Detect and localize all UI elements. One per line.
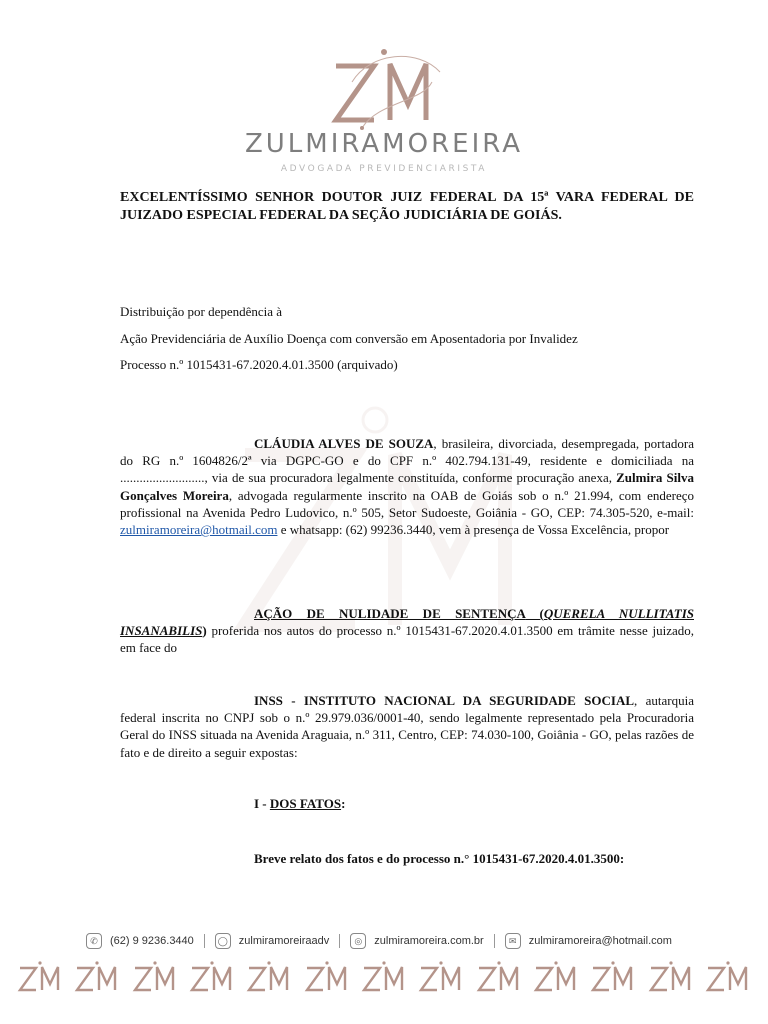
section-title: DOS FATOS bbox=[269, 796, 342, 811]
footer-email: ✉ zulmiramoreira@hotmail.com bbox=[505, 933, 672, 949]
zm-monogram-icon bbox=[530, 958, 582, 998]
lawyer-name: Zulmira Silva Gonçalves Moreira bbox=[120, 470, 694, 503]
footer-divider bbox=[204, 934, 205, 948]
zm-monogram-icon bbox=[14, 958, 66, 998]
zm-monogram-icon bbox=[322, 42, 446, 132]
zm-monogram-icon bbox=[702, 958, 754, 998]
process-number-line: Processo n.º 1015431-67.2020.4.01.3500 (arquivado) bbox=[120, 357, 398, 372]
letterhead-logo bbox=[0, 36, 768, 186]
subsection-heading: Breve relato dos fatos e do processo n.° 1015431-67.2020.4.01.3500: bbox=[254, 851, 625, 866]
email-link[interactable]: zulmiramoreira@hotmail.com bbox=[120, 522, 278, 538]
zm-monogram-icon bbox=[243, 958, 295, 998]
footer-divider bbox=[339, 934, 340, 948]
mail-icon: ✉ bbox=[505, 933, 521, 949]
document-heading: EXCELENTÍSSIMO SENHOR DOUTOR JUIZ FEDERAL DA 15ª VARA FEDERAL DE JUIZADO ESPECIAL FEDERAL DA SEÇÃO JUDICIÁRIA DE GOIÁS. bbox=[120, 190, 694, 223]
footer-divider bbox=[494, 934, 495, 948]
whatsapp-icon: ✆ bbox=[86, 933, 102, 949]
brand-name: ZULMIRAMOREIRA bbox=[244, 129, 524, 159]
zm-monogram-icon bbox=[301, 958, 353, 998]
action-latin-title: QUERELA NULLITATIS INSANABILIS bbox=[120, 606, 694, 639]
zm-monogram-icon bbox=[587, 958, 639, 998]
plaintiff-name: CLÁUDIA ALVES DE SOUZA bbox=[254, 436, 434, 451]
defendant-name: INSS - INSTITUTO NACIONAL DA SEGURIDADE SOCIAL bbox=[254, 693, 635, 708]
zm-monogram-icon bbox=[186, 958, 238, 998]
plaintiff-paragraph: CLÁUDIA ALVES DE SOUZA, brasileira, divorciada, desempregada, portadora do RG n.º 1604826/2ª via DGPC-GO e do CPF n.º 402.794.131-49, residente e domiciliada na .........................., via de sua procuradora legalmente constituída, conforme procuração anexa, Zulmira Silva Gonçalves Moreira, advogada regularmente inscrito na OAB de Goiás sob o n.º 21.994, com endereço profissional na Avenida Pedro Ludovico, n.º 505, Setor Sudoeste, Goiânia - GO, CEP: 74.305-520, e-mail: zulmiramoreira@hotmail.com e whatsapp: (62) 99236.3440, vem à presença de Vossa Excelência, propor bbox=[120, 436, 694, 538]
globe-icon: ◎ bbox=[350, 933, 366, 949]
section-heading: I - DOS FATOS: bbox=[254, 796, 346, 811]
zm-monogram-icon bbox=[645, 958, 697, 998]
footer-phone: ✆ (62) 9 9236.3440 bbox=[86, 933, 194, 949]
footer-website: ◎ zulmiramoreira.com.br bbox=[350, 933, 483, 949]
footer-contacts bbox=[86, 931, 682, 951]
defendant-paragraph: INSS - INSTITUTO NACIONAL DA SEGURIDADE SOCIAL, autarquia federal inscrita no CNPJ sob o n.º 29.979.036/0001-40, sendo legalmente representado pela Procuradoria Geral do INSS situada na Avenida Araguaia, n.º 311, Centro, CEP: 74.030-100, Goiânia - GO, pelas razões de fato e de direito a seguir expostas: bbox=[120, 693, 694, 760]
action-title: AÇÃO DE NULIDADE DE SENTENÇA bbox=[254, 606, 526, 621]
monogram-strip bbox=[14, 958, 754, 998]
zm-monogram-icon bbox=[415, 958, 467, 998]
footer-instagram: ◯ zulmiramoreiraadv bbox=[215, 933, 329, 949]
dependency-line: Distribuição por dependência à bbox=[120, 304, 283, 319]
action-paragraph: AÇÃO DE NULIDADE DE SENTENÇA (QUERELA NULLITATIS INSANABILIS) proferida nos autos do processo n.º 1015431-67.2020.4.01.3500 em trâmite nesse juizado, em face do bbox=[120, 606, 694, 656]
brand-subtitle: ADVOGADA PREVIDENCIARISTA bbox=[280, 164, 488, 174]
zm-monogram-icon bbox=[473, 958, 525, 998]
zm-monogram-icon bbox=[71, 958, 123, 998]
instagram-icon: ◯ bbox=[215, 933, 231, 949]
action-reference-line: Ação Previdenciária de Auxílio Doença com conversão em Aposentadoria por Invalidez bbox=[120, 331, 578, 346]
zm-monogram-icon bbox=[129, 958, 181, 998]
zm-monogram-icon bbox=[358, 958, 410, 998]
